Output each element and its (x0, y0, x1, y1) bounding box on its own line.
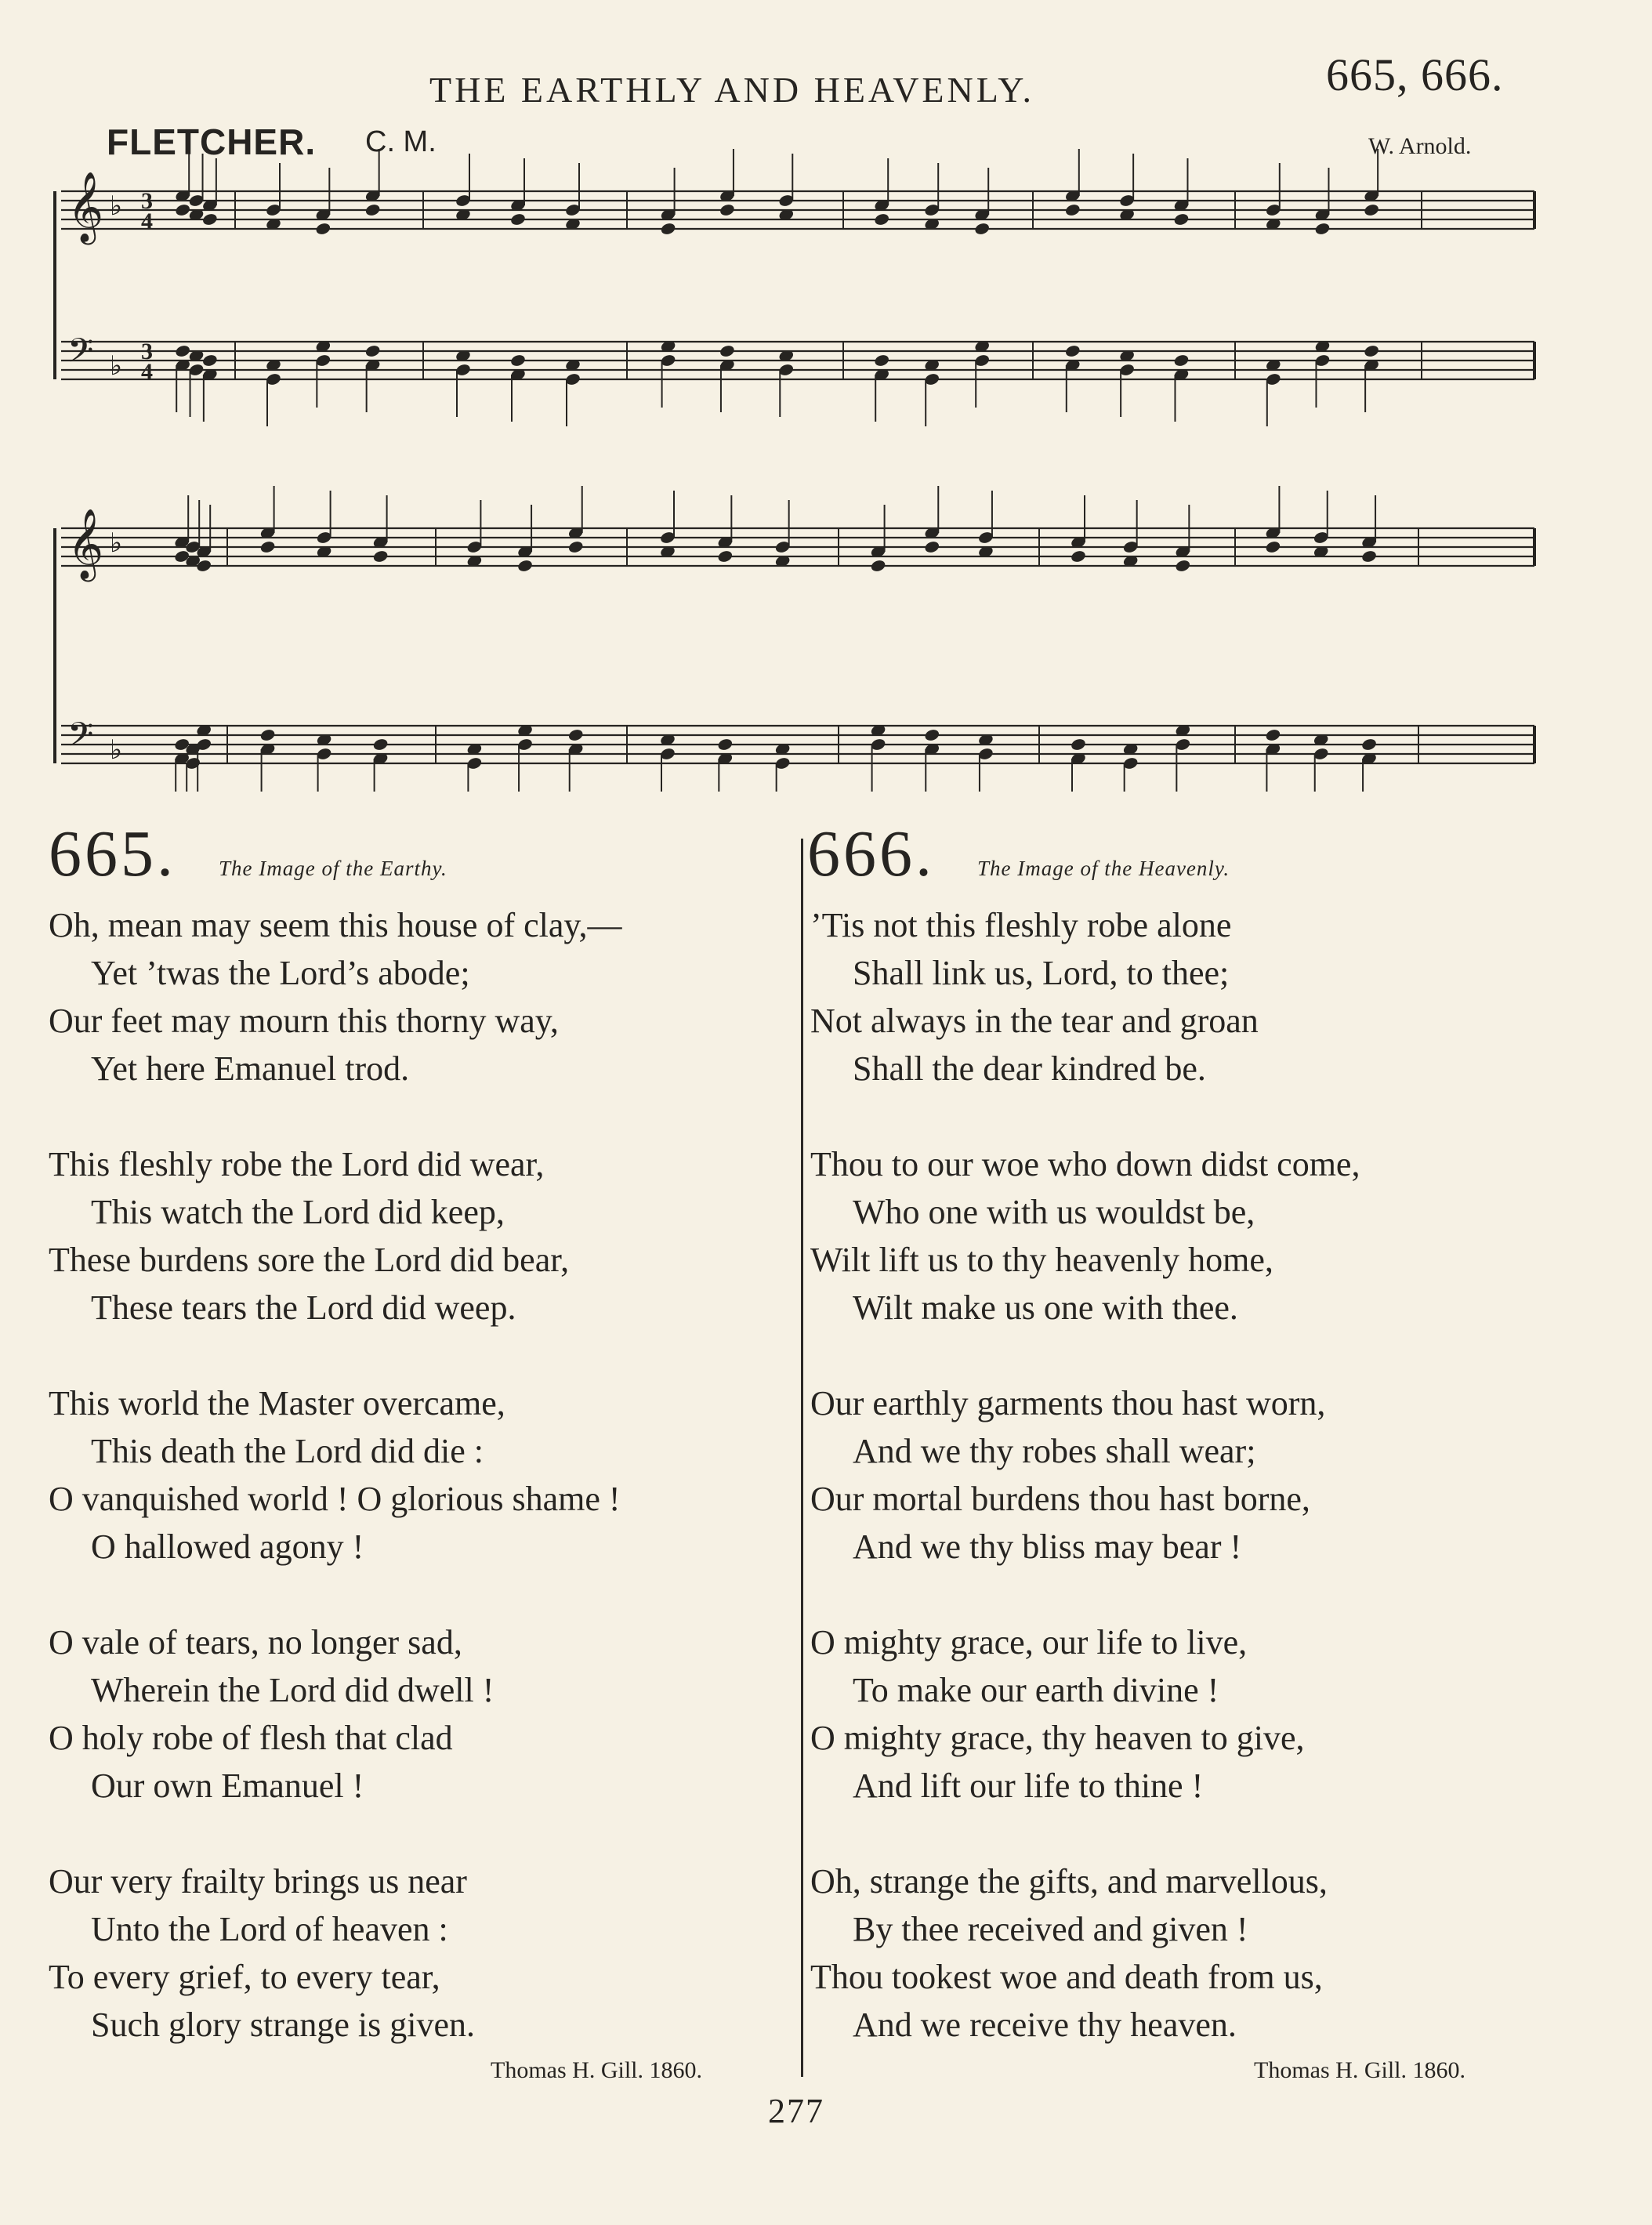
notehead (259, 540, 276, 554)
verse-line: O mighty grace, our life to live, (810, 1623, 1248, 1662)
verse-line: Who one with us wouldst be, (853, 1193, 1255, 1231)
notehead (1070, 549, 1086, 563)
notehead (874, 212, 890, 226)
music-score (0, 0, 1652, 792)
verse-line: These burdens sore the Lord did bear, (49, 1241, 570, 1279)
notehead (509, 212, 526, 226)
notehead (1064, 203, 1081, 217)
stanza (810, 1379, 1360, 1571)
verse-line: Such glory strange is given. (91, 2006, 476, 2044)
notehead (1070, 737, 1086, 752)
notehead (315, 222, 331, 236)
hymn-665-verses (49, 901, 622, 2096)
verse-line: To every grief, to every tear, (49, 1958, 440, 1996)
flat-icon: ♭ (110, 190, 123, 222)
verse-line: Not always in the tear and groan (810, 1002, 1259, 1040)
notehead (874, 353, 890, 368)
notehead (1173, 212, 1190, 226)
flat-icon: ♭ (110, 527, 123, 559)
stanza (49, 1857, 622, 2049)
stanza (49, 1379, 622, 1571)
stanza (810, 901, 1360, 1093)
notehead (201, 212, 218, 226)
column-divider (801, 839, 803, 2077)
hymn-number: 666. (807, 817, 935, 890)
verse-line: Unto the Lord of heaven : (91, 1910, 448, 1948)
verse-line: This fleshly robe the Lord did wear, (49, 1145, 545, 1183)
verse-line: O mighty grace, thy heaven to give, (810, 1719, 1305, 1757)
hymn-title: The Image of the Heavenly. (977, 857, 1230, 880)
verse-line: Thou to our woe who down didst come, (810, 1145, 1360, 1183)
verse-line: O hallowed agony ! (91, 1527, 364, 1566)
stanza (49, 901, 622, 1093)
verse-line: ’Tis not this fleshly robe alone (810, 906, 1232, 944)
notehead (719, 203, 735, 217)
page-folio: 277 (768, 2092, 824, 2130)
verse-line: Wherein the Lord did dwell ! (91, 1671, 495, 1709)
notehead (1265, 728, 1281, 742)
notehead (717, 549, 734, 563)
tune-name: FLETCHER. (107, 121, 317, 162)
notehead (1265, 540, 1281, 554)
verse-line: O holy robe of flesh that clad (49, 1719, 453, 1757)
verse-line: And we thy robes shall wear; (853, 1432, 1256, 1470)
verse-line: Our feet may mourn this thorny way, (49, 1002, 559, 1040)
notehead (201, 353, 218, 368)
notehead (175, 344, 191, 358)
verse-line: This world the Master overcame, (49, 1384, 505, 1422)
notehead (364, 203, 381, 217)
flat-icon: ♭ (110, 350, 123, 382)
verse-line: Yet ’twas the Lord’s abode; (91, 954, 470, 992)
notehead (717, 737, 734, 752)
hymn-665-attribution: Thomas H. Gill. 1860. (491, 2057, 702, 2083)
hymn-665-heading (49, 817, 447, 890)
notehead (372, 737, 389, 752)
notehead (924, 728, 940, 742)
notehead (516, 559, 533, 573)
notehead (1314, 222, 1331, 236)
hymn-number: 665. (49, 817, 176, 890)
verse-line: To make our earth divine ! (853, 1671, 1219, 1709)
bass-clef-icon: 𝄢 (67, 332, 94, 379)
hymn-title: The Image of the Earthy. (219, 857, 447, 880)
verse-line: Oh, mean may seem this house of clay,— (49, 906, 622, 944)
notehead (1175, 559, 1191, 573)
verse-line: By thee received and given ! (853, 1910, 1248, 1948)
notehead (660, 222, 676, 236)
verse-line: Oh, strange the gifts, and marvellous, (810, 1862, 1328, 1901)
tune-meter: C. M. (365, 125, 437, 158)
verse-line: Thou tookest woe and death from us, (810, 1958, 1323, 1996)
verse-line: Our own Emanuel ! (91, 1767, 364, 1805)
verse-line: And we receive thy heaven. (853, 2006, 1237, 2044)
notehead (1360, 549, 1377, 563)
time-signature-top: 3 (141, 188, 153, 214)
notehead (1173, 353, 1190, 368)
stanza (810, 1857, 1360, 2049)
verse-line: Shall link us, Lord, to thee; (853, 954, 1230, 992)
page-numbers: 665, 666. (1326, 49, 1504, 100)
time-signature-top: 3 (141, 339, 153, 364)
stanza (49, 1618, 622, 1810)
verse-line: And lift our life to thine ! (853, 1767, 1204, 1805)
notehead (509, 353, 526, 368)
bass-clef-icon: 𝄢 (67, 716, 94, 763)
hymn-666-verses (810, 901, 1360, 2096)
notehead (567, 728, 584, 742)
treble-clef-icon: 𝄞 (67, 509, 104, 579)
verse-line: Wilt lift us to thy heavenly home, (810, 1241, 1273, 1279)
notehead (974, 222, 991, 236)
running-title: THE EARTHLY AND HEAVENLY. (429, 70, 1035, 110)
notehead (1360, 737, 1377, 752)
verse-line: Yet here Emanuel trod. (91, 1049, 410, 1088)
verse-line: Our very frailty brings us near (49, 1862, 467, 1901)
time-signature-bottom: 4 (141, 359, 153, 385)
notehead (1363, 203, 1379, 217)
flat-icon: ♭ (110, 734, 123, 766)
stanza (49, 1140, 622, 1332)
verse-line: And we thy bliss may bear ! (853, 1527, 1242, 1566)
verse-line: These tears the Lord did weep. (91, 1288, 516, 1327)
hymn-666-attribution: Thomas H. Gill. 1860. (1254, 2057, 1465, 2083)
stanza (810, 1618, 1360, 1810)
verse-line: Shall the dear kindred be. (853, 1049, 1206, 1088)
verse-line: O vale of tears, no longer sad, (49, 1623, 462, 1662)
notehead (259, 728, 276, 742)
notehead (1064, 344, 1081, 358)
verse-line: This death the Lord did die : (91, 1432, 484, 1470)
verse-line: Our mortal burdens thou hast borne, (810, 1480, 1310, 1518)
verse-line: O vanquished world ! O glorious shame ! (49, 1480, 621, 1518)
notehead (175, 203, 191, 217)
hymn-666-heading (807, 817, 1230, 890)
verse-line: Wilt make us one with thee. (853, 1288, 1238, 1327)
notehead (719, 344, 735, 358)
verse-line: Our earthly garments thou hast worn, (810, 1384, 1326, 1422)
composer: W. Arnold. (1368, 133, 1472, 159)
stanza (810, 1140, 1360, 1332)
notehead (372, 549, 389, 563)
notehead (364, 344, 381, 358)
notehead (870, 559, 886, 573)
verse-line: This watch the Lord did keep, (91, 1193, 505, 1231)
notehead (924, 540, 940, 554)
notehead (1363, 344, 1379, 358)
treble-clef-icon: 𝄞 (67, 172, 104, 242)
time-signature-bottom: 4 (141, 208, 153, 234)
notehead (567, 540, 584, 554)
